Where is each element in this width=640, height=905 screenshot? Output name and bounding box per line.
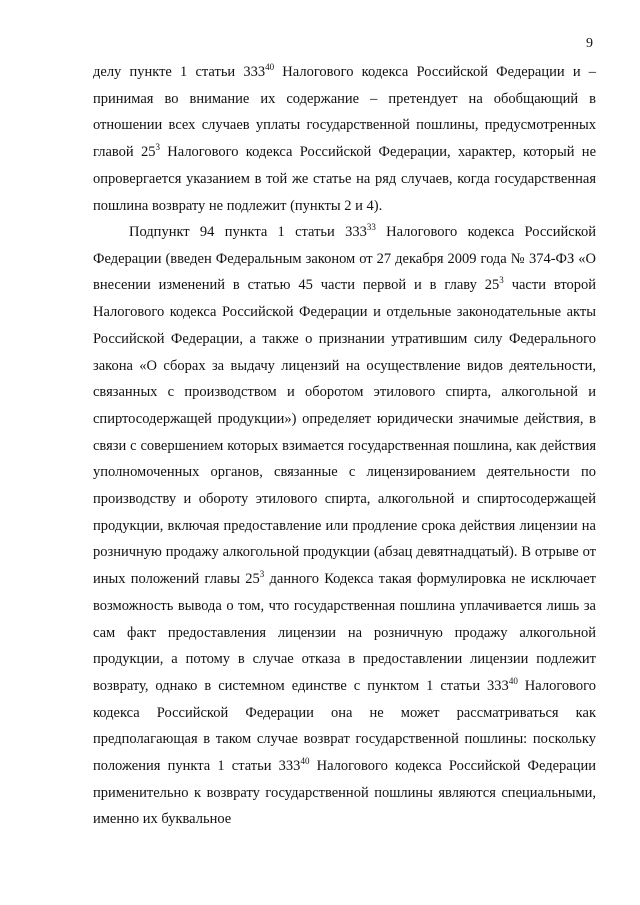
paragraph-2-text-1: Подпункт 94 пункта 1 статьи 333 (129, 224, 367, 240)
paragraph-2-text-6: Налогового кодекса Российской Федерации применительно к возврату государственной пошлины являются специальными, именно их буквальное (93, 758, 596, 828)
superscript: 3 (155, 142, 160, 153)
superscript: 40 (300, 756, 310, 767)
paragraph-1 (93, 59, 596, 219)
paragraph-1-text-1: делу пункте 1 статьи 333 (93, 64, 266, 80)
superscript: 33 (366, 222, 376, 232)
page-number: 9 (586, 36, 593, 51)
paragraph-2-text-5: Налогового кодекса Российской Федерации она не может рассматриваться как предполагающая в таком случае возврат государственной пошлины: поскольку положения пункта 1 статьи 333 (93, 677, 596, 775)
paragraph-continuation (93, 59, 596, 219)
paragraph-2-text-4: данного Кодекса такая формулировка не исключает возможность вывода о том, что государственная пошлина уплачивается лишь за сам факт предоставления лицензии на розничную продажу алкогольной продукции, а потому в случае отказа в предоставлении лицензии подлежит возврату, однако в системном единстве с пунктом 1 статьи 333 (93, 571, 596, 694)
paragraph-1-text-3: Налогового кодекса Российской Федерации, характер, который не опровергается указанием в той же статье на ряд случаев, когда государственная пошлина возврату не подлежит (пункты 2 и 4). (93, 144, 597, 214)
paragraph-2 (93, 219, 596, 833)
body-paragraph (93, 219, 596, 833)
superscript: 3 (259, 569, 265, 580)
superscript: 3 (499, 275, 504, 286)
paragraph-2-text-3: части второй Налогового кодекса Российской Федерации и отдельные законодательные акты Российской Федерации, а также о признании утратившим силу Федерального закона «О сборах за выдачу лицензий на осуществление видов деятельности, связанных с производством и оборотом этилового спирта, алкогольной и спиртосодержащей продукции») определяет юридически значимые действия, в связи с совершением которых взимается государственная пошлина, как действия уполномоченных органов, связанные с лицензированием деятельности по производству и обороту этилового спирта, алкогольной и спиртосодержащей продукции, включая предоставление или продление срока действия лицензии на розничную продажу алкогольной продукции (абзац девятнадцатый). В отрыве от иных положений главы 25 (93, 277, 596, 588)
paragraph-2-text-2: Налогового кодекса Российской Федерации (введен Федеральным законом от 27 декабря 2009 года № 374-ФЗ «О внесении изменений в статью 45 части первой и в главу 25 (93, 224, 596, 294)
superscript: 40 (508, 675, 518, 686)
superscript: 40 (265, 62, 275, 72)
paragraph-1-text-2: Налогового кодекса Российской Федерации и – принимая во внимание их содержание – претендует на обобщающий в отношении всех случаев уплаты государственной пошлины, предусмотренных главой 25 (93, 64, 596, 161)
